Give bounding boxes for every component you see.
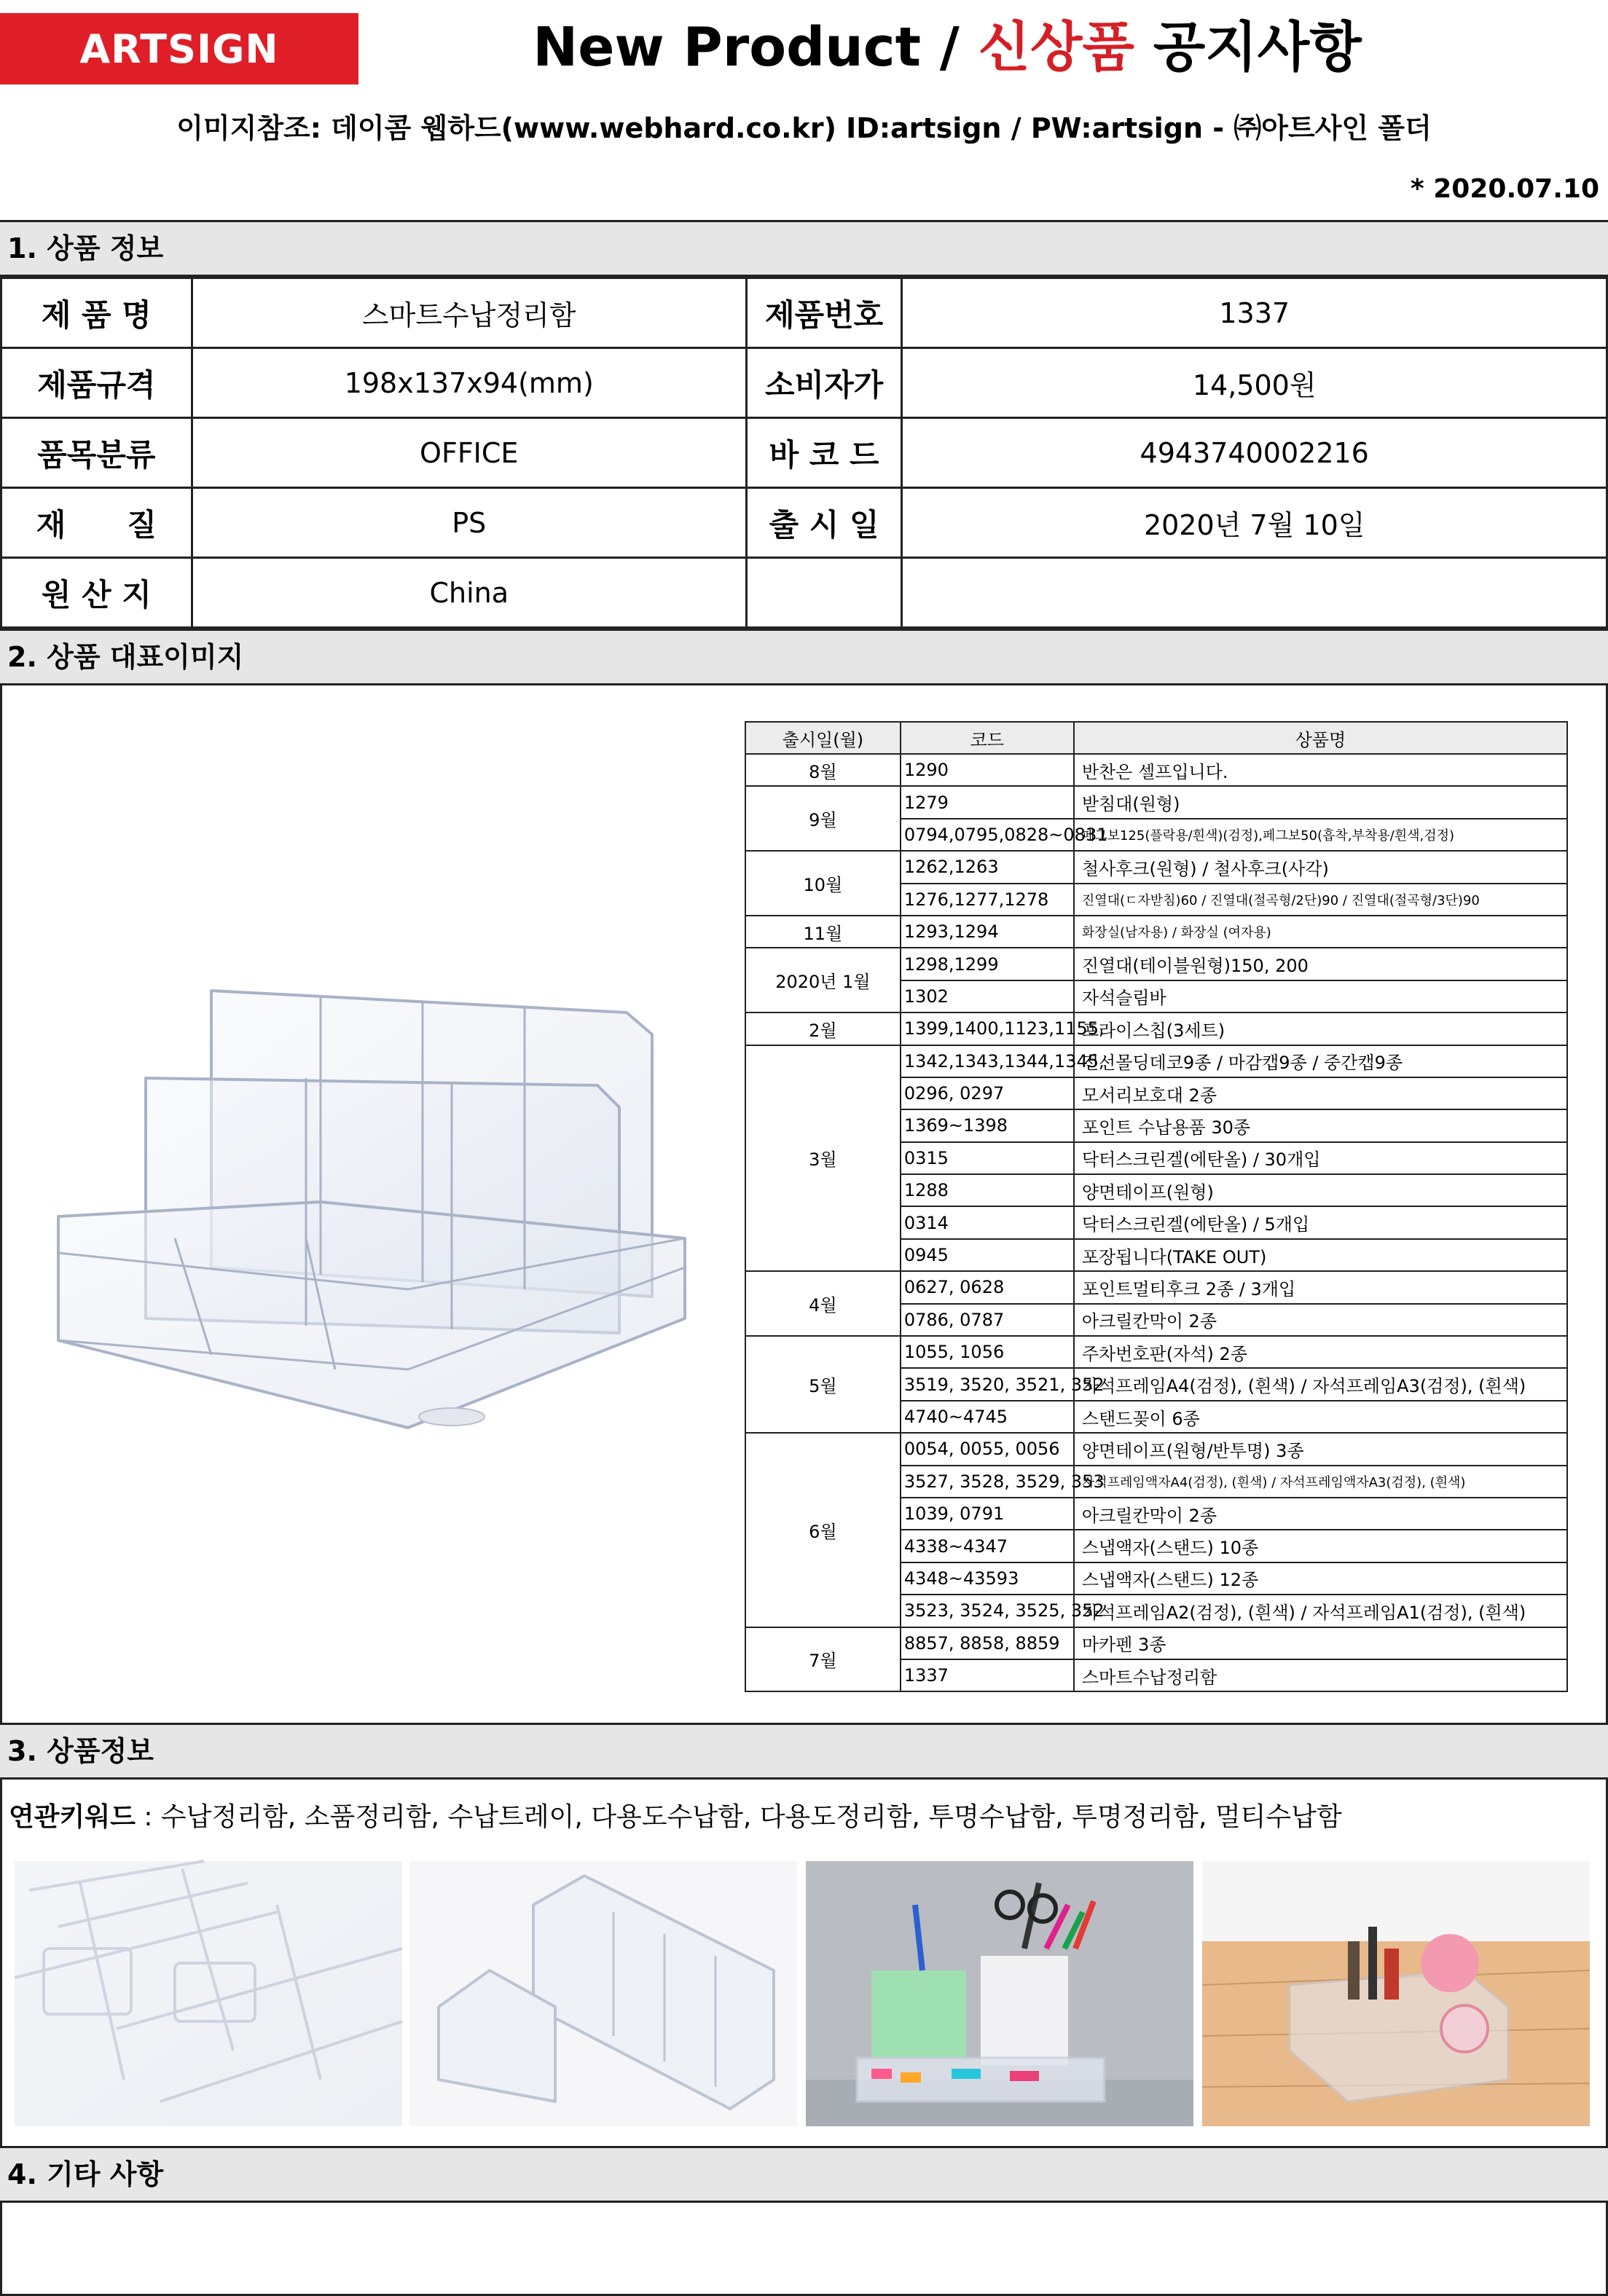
product-code: 1288 xyxy=(901,1174,1074,1206)
info-label: 제품번호 xyxy=(746,278,902,348)
info-label: 제품규격 xyxy=(1,348,192,418)
product-name: 반찬은 셀프입니다. xyxy=(1074,754,1567,786)
product-name: 닥터스크린겔(에탄올) / 5개입 xyxy=(1074,1206,1567,1238)
product-name: 진열대(ㄷ자받침)60 / 진열대(절곡형/2단)90 / 진열대(절곡형/3단)90 xyxy=(1074,884,1567,916)
detail-photo-stationery xyxy=(806,1861,1193,2126)
product-code: 3523, 3524, 3525, 352 xyxy=(901,1595,1074,1627)
release-month: 5월 xyxy=(745,1336,901,1433)
product-name: 자석프레임액자A4(검정), (흰색) / 자석프레임액자A3(검정), (흰색) xyxy=(1074,1466,1567,1498)
table-row xyxy=(745,1336,1567,1368)
product-code: 1369~1398 xyxy=(901,1109,1074,1141)
info-value: 14,500원 xyxy=(902,348,1607,418)
product-name: 자석프레임A2(검정), (흰색) / 자석프레임A1(검정), (흰색) xyxy=(1074,1595,1567,1627)
info-label: 재 질 xyxy=(1,488,192,558)
info-label xyxy=(746,558,902,628)
info-label: 바 코 드 xyxy=(746,418,902,488)
product-name: 스마트수납정리함 xyxy=(1074,1659,1567,1691)
product-name: 스냅액자(스탠드) 12종 xyxy=(1074,1562,1567,1595)
table-row xyxy=(745,1271,1567,1303)
info-row xyxy=(1,558,1607,628)
title-prefix: New Product / xyxy=(533,16,978,79)
product-name: 전선몰딩데코9종 / 마감캡9종 / 중간캡9종 xyxy=(1074,1045,1567,1077)
product-name: 철사후크(원형) / 철사후크(사각) xyxy=(1074,851,1567,883)
product-name: 스냅액자(스탠드) 10종 xyxy=(1074,1530,1567,1562)
info-value: China xyxy=(192,558,746,628)
info-value xyxy=(902,558,1607,628)
product-name: 화장실(남자용) / 화장실 (여자용) xyxy=(1074,916,1567,948)
product-code: 1276,1277,1278 xyxy=(901,884,1074,916)
section-details-header: 3. 상품정보 xyxy=(0,1723,1608,1780)
product-code: 3527, 3528, 3529, 353 xyxy=(901,1466,1074,1498)
info-value: 198x137x94(mm) xyxy=(192,348,746,418)
release-month: 10월 xyxy=(745,851,901,916)
table-row xyxy=(745,1045,1567,1077)
artsign-logo: ARTSIGN xyxy=(0,13,358,84)
product-name: 포장됩니다(TAKE OUT) xyxy=(1074,1239,1567,1271)
section-product-info-header: 1. 상품 정보 xyxy=(0,220,1608,277)
table-row xyxy=(745,948,1567,980)
info-value: 4943740002216 xyxy=(902,418,1607,488)
title-highlight: 신상품 xyxy=(978,16,1134,79)
keywords-label: 연관키워드 xyxy=(9,1802,136,1832)
product-code: 1039, 0791 xyxy=(901,1498,1074,1530)
product-code: 1290 xyxy=(901,754,1074,786)
product-code: 0296, 0297 xyxy=(901,1077,1074,1109)
table-row xyxy=(745,851,1567,883)
info-value: OFFICE xyxy=(192,418,746,488)
detail-photo-cosmetics xyxy=(1202,1861,1590,2126)
product-code: 3519, 3520, 3521, 352 xyxy=(901,1368,1074,1400)
keywords-list: : 수납정리함, 소품정리함, 수납트레이, 다용도수납함, 다용도정리함, 투명수납함, 투명정리함, 멀티수납함 xyxy=(135,1802,1342,1832)
release-month: 3월 xyxy=(745,1045,901,1272)
product-code: 0945 xyxy=(901,1239,1074,1271)
release-month: 6월 xyxy=(745,1433,901,1627)
release-month: 2월 xyxy=(745,1013,901,1045)
product-name: 받침대(원형) xyxy=(1074,786,1567,818)
product-name: 양면테이프(원형) xyxy=(1074,1174,1567,1206)
info-row xyxy=(1,418,1607,488)
image-reference-note: 이미지참조: 데이콤 웹하드(www.webhard.co.kr) ID:artsign / PW:artsign - ㈜아트사인 폴더 xyxy=(176,112,1432,144)
section-main-image-header: 2. 상품 대표이미지 xyxy=(0,629,1608,685)
product-code: 1399,1400,1123,1155, xyxy=(901,1013,1074,1045)
page-title xyxy=(379,7,1515,87)
table-row xyxy=(745,1013,1567,1045)
info-label: 원 산 지 xyxy=(1,558,192,628)
product-name: 진열대(테이블원형)150, 200 xyxy=(1074,948,1567,980)
product-name: 스탠드꽂이 6종 xyxy=(1074,1401,1567,1433)
info-value: PS xyxy=(192,488,746,558)
detail-photo-closeup xyxy=(15,1861,402,2126)
product-code: 1055, 1056 xyxy=(901,1336,1074,1368)
release-month: 9월 xyxy=(745,786,901,851)
info-value: 1337 xyxy=(902,278,1607,348)
table-row xyxy=(745,916,1567,948)
product-code: 1293,1294 xyxy=(901,916,1074,948)
info-label: 제 품 명 xyxy=(1,278,192,348)
product-name: 양면테이프(원형/반투명) 3종 xyxy=(1074,1433,1567,1465)
table-row xyxy=(745,1627,1567,1659)
product-code: 0315 xyxy=(901,1142,1074,1174)
product-name: 닥터스크린겔(에탄올) / 30개입 xyxy=(1074,1142,1567,1174)
product-name: 포인트 수납용품 30종 xyxy=(1074,1109,1567,1141)
col-header-month: 출시일(월) xyxy=(745,722,901,754)
info-value: 스마트수납정리함 xyxy=(192,278,746,348)
related-keywords xyxy=(9,1799,1342,1836)
product-code: 0627, 0628 xyxy=(901,1271,1074,1303)
product-main-image xyxy=(44,976,699,1435)
product-name: 프라이스칩(3세트) xyxy=(1074,1013,1567,1045)
product-code: 1337 xyxy=(901,1659,1074,1691)
product-code: 4338~4347 xyxy=(901,1530,1074,1562)
product-code: 1262,1263 xyxy=(901,851,1074,883)
product-code: 1279 xyxy=(901,786,1074,818)
product-name: 모서리보호대 2종 xyxy=(1074,1077,1567,1109)
product-code: 1298,1299 xyxy=(901,948,1074,980)
product-code: 8857, 8858, 8859 xyxy=(901,1627,1074,1659)
product-name: 주차번호판(자석) 2종 xyxy=(1074,1336,1567,1368)
product-name: 포인트멀티후크 2종 / 3개입 xyxy=(1074,1271,1567,1303)
product-code: 0794,0795,0828~0831 xyxy=(901,819,1074,851)
detail-photo-compartments xyxy=(409,1861,797,2126)
info-label: 출 시 일 xyxy=(746,488,902,558)
product-code: 4740~4745 xyxy=(901,1401,1074,1433)
info-label: 소비자가 xyxy=(746,348,902,418)
info-row xyxy=(1,488,1607,558)
product-code: 0314 xyxy=(901,1206,1074,1238)
product-code: 4348~43593 xyxy=(901,1562,1074,1595)
product-code: 1342,1343,1344,1345, xyxy=(901,1045,1074,1077)
release-month: 11월 xyxy=(745,916,901,948)
product-code: 1302 xyxy=(901,980,1074,1013)
product-name: 아크릴칸막이 2종 xyxy=(1074,1304,1567,1336)
table-row xyxy=(745,754,1567,786)
table-row xyxy=(745,1433,1567,1465)
info-row xyxy=(1,278,1607,348)
product-name: 마카펜 3종 xyxy=(1074,1627,1567,1659)
product-info-table xyxy=(0,277,1608,629)
title-suffix: 공지사항 xyxy=(1134,16,1362,79)
table-row xyxy=(745,786,1567,818)
release-month: 4월 xyxy=(745,1271,901,1336)
release-month: 8월 xyxy=(745,754,901,786)
col-header-code: 코드 xyxy=(901,722,1074,754)
release-month: 2020년 1월 xyxy=(745,948,901,1013)
product-name: 자석슬림바 xyxy=(1074,980,1567,1013)
release-history-table xyxy=(745,721,1568,1692)
info-row xyxy=(1,348,1607,418)
product-name: 자석프레임A4(검정), (흰색) / 자석프레임A3(검정), (흰색) xyxy=(1074,1368,1567,1400)
release-month: 7월 xyxy=(745,1627,901,1692)
section-other-header: 4. 기타 사항 xyxy=(0,2146,1608,2203)
info-value: 2020년 7월 10일 xyxy=(902,488,1607,558)
product-code: 0786, 0787 xyxy=(901,1304,1074,1336)
product-code: 0054, 0055, 0056 xyxy=(901,1433,1074,1465)
info-label: 품목분류 xyxy=(1,418,192,488)
notice-date: * 2020.07.10 xyxy=(1410,174,1599,204)
col-header-product: 상품명 xyxy=(1074,722,1567,754)
product-name: 아크릴칸막이 2종 xyxy=(1074,1498,1567,1530)
product-name: 페그보125(플락용/흰색)(검정),페그보50(흡착,부착용/흰색,검정) xyxy=(1074,819,1567,851)
